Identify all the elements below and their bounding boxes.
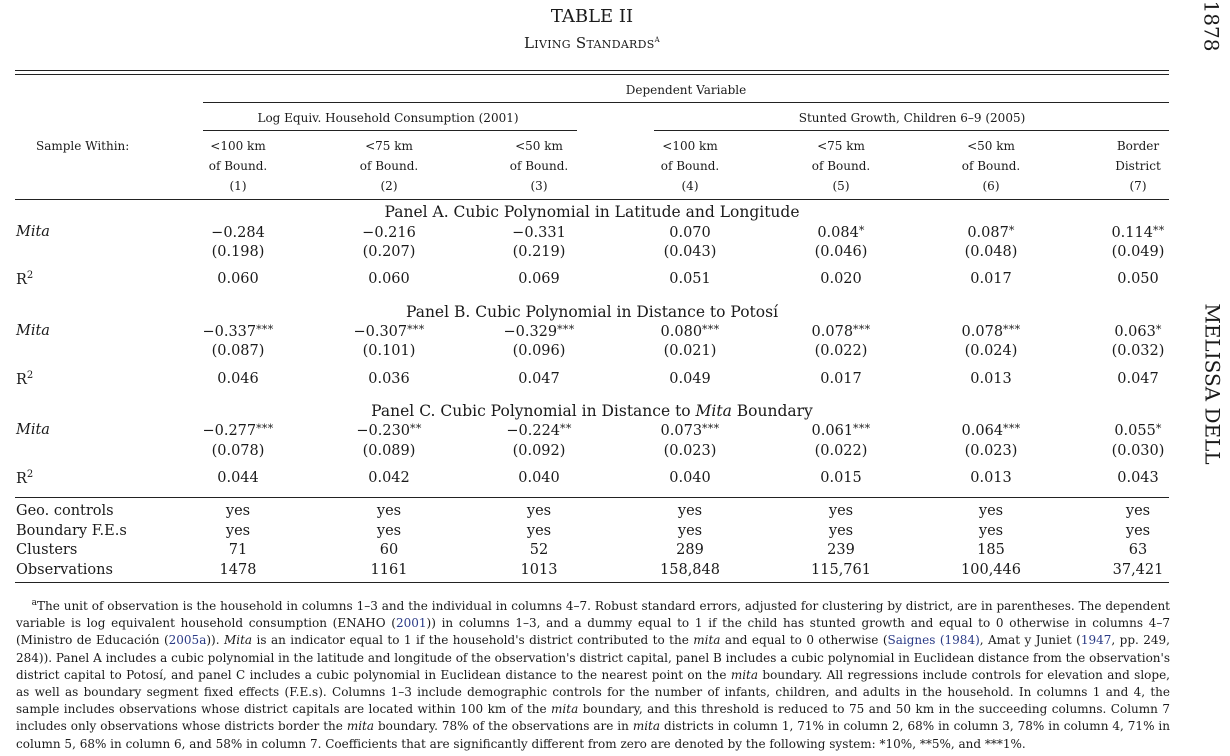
boundary-fes-col-3: yes bbox=[526, 523, 552, 539]
boundary-fes-col-2: yes bbox=[376, 523, 402, 539]
geo-controls-col-5: yes bbox=[828, 503, 854, 519]
panel-c-coef-value-5: 0.061 bbox=[811, 423, 854, 439]
panel-b-coef-value-4: 0.080 bbox=[660, 324, 703, 340]
panel-a-r2-1: 0.060 bbox=[217, 271, 259, 287]
col-header-2-line2: of Bound. bbox=[359, 159, 419, 173]
geo-controls-col-2: yes bbox=[376, 503, 402, 519]
geo-controls-col-7: yes bbox=[1125, 503, 1151, 519]
geo-controls-col-4: yes bbox=[677, 503, 703, 519]
boundary-fes-col-4: yes bbox=[677, 523, 703, 539]
table-subtitle-text: Living Standards bbox=[524, 34, 655, 52]
col-header-1-line1: <100 km bbox=[210, 139, 266, 153]
boundary-fes-col-6: yes bbox=[978, 523, 1004, 539]
footnote-ref-amat[interactable]: 1947 bbox=[1080, 633, 1112, 648]
table-bottom-rule bbox=[15, 582, 1169, 583]
boundary-fes-col-5: yes bbox=[828, 523, 854, 539]
panel-a-coef-value-6: 0.087 bbox=[967, 225, 1009, 241]
panel-a-se-5: (0.046) bbox=[814, 244, 868, 260]
footnote-text-11: districts in column 1, 71% in column 2, 68% in column 3, 78% in column 4, 71% in column 5, 68% in column 6, and 58% in column 7. Coefficients that are significantly different from zero are denoted by the following system: *10%, **5%, and ***1%. bbox=[16, 719, 1171, 751]
footnote-text-4: is an indicator equal to 1 if the household's district contributed to the bbox=[252, 633, 694, 648]
top-rule-1 bbox=[15, 70, 1169, 71]
observations-col-5: 115,761 bbox=[811, 562, 871, 578]
panel-c-title-suffix: Boundary bbox=[731, 402, 813, 420]
geo-controls-label: Geo. controls bbox=[16, 503, 114, 519]
panel-b-coef-5 bbox=[812, 323, 871, 340]
panel-a-coef-value-5: 0.084 bbox=[817, 225, 859, 241]
clusters-col-4: 289 bbox=[676, 542, 704, 558]
col-header-5-num: (5) bbox=[832, 179, 850, 193]
panel-c-se-6: (0.023) bbox=[964, 443, 1018, 459]
panel-c-se-5: (0.022) bbox=[814, 443, 868, 459]
panel-a-coef-stars-6: * bbox=[1008, 224, 1015, 237]
panel-b-se-2: (0.101) bbox=[362, 343, 416, 359]
panel-b-r2-5: 0.017 bbox=[820, 371, 862, 387]
observations-col-3: 1013 bbox=[520, 562, 558, 578]
panel-a-se-6: (0.048) bbox=[964, 244, 1018, 260]
panel-a-coef-7 bbox=[1111, 224, 1164, 241]
col-header-7-line2: District bbox=[1115, 159, 1161, 173]
clusters-label: Clusters bbox=[16, 542, 78, 558]
col-header-3-line1: <50 km bbox=[515, 139, 563, 153]
panel-c-coef-value-6: 0.064 bbox=[961, 423, 1004, 439]
dependent-variable-label: Dependent Variable bbox=[625, 83, 747, 97]
panel-b-se-4: (0.021) bbox=[663, 343, 717, 359]
col-header-1-num: (1) bbox=[229, 179, 247, 193]
panel-c-coef-5 bbox=[812, 422, 871, 439]
boundary-fes-label: Boundary F.E.s bbox=[16, 523, 127, 539]
col-header-3-num: (3) bbox=[530, 179, 548, 193]
bottom-rows-rule bbox=[15, 497, 1169, 498]
panel-a-r2-4: 0.051 bbox=[669, 271, 711, 287]
panel-b-se-5: (0.022) bbox=[814, 343, 868, 359]
panel-b-title: Panel B. Cubic Polynomial in Distance to Potosí bbox=[405, 303, 779, 321]
panel-b-coef-value-5: 0.078 bbox=[811, 324, 854, 340]
dependent-variable-rule bbox=[203, 102, 1169, 103]
col-header-5-line2: of Bound. bbox=[811, 159, 871, 173]
panel-a-r2-7: 0.050 bbox=[1117, 271, 1159, 287]
table-title: TABLE II bbox=[550, 6, 634, 27]
boundary-fes-col-1: yes bbox=[225, 523, 251, 539]
panel-c-coef-value-2: −0.230 bbox=[356, 423, 411, 439]
footnote-mark: a bbox=[31, 598, 37, 608]
panel-c-r2-2: 0.042 bbox=[368, 470, 410, 486]
header-bottom-rule bbox=[15, 199, 1169, 200]
table-footnote bbox=[16, 595, 1170, 753]
col-header-2-line1: <75 km bbox=[365, 139, 413, 153]
panel-a-se-2: (0.207) bbox=[362, 244, 416, 260]
panel-c-se-3: (0.092) bbox=[512, 443, 566, 459]
observations-col-4: 158,848 bbox=[660, 562, 720, 578]
footnote-italic-3: mita bbox=[730, 667, 759, 682]
running-head: MELISSA DELL bbox=[1200, 303, 1225, 465]
panel-b-coef-stars-3: *** bbox=[557, 323, 575, 336]
col-header-4-line2: of Bound. bbox=[660, 159, 720, 173]
panel-b-coef-value-3: −0.329 bbox=[503, 324, 558, 340]
panel-a-se-3: (0.219) bbox=[512, 244, 566, 260]
panel-a-mita-label: Mita bbox=[16, 224, 50, 240]
clusters-col-7: 63 bbox=[1128, 542, 1148, 558]
panel-a-coef-value-7: 0.114 bbox=[1111, 225, 1153, 241]
panel-c-title bbox=[371, 402, 813, 420]
panel-a-coef-5 bbox=[817, 224, 864, 241]
footnote-text-7: , pp. 249, 284)). Panel A includes a cubic polynomial in the latitude and longitude of the observation's district capital, panel B includes a cubic polynomial in Euclidean distance from the observation's district capital to Potosí, and panel C includes a cubic polynomial in Euclidean distance to the nearest point on the bbox=[16, 633, 1170, 682]
panel-b-coef-stars-1: *** bbox=[256, 323, 274, 336]
table-subtitle bbox=[524, 34, 660, 52]
clusters-col-2: 60 bbox=[379, 542, 399, 558]
panel-c-title-prefix: Panel C. Cubic Polynomial in Distance to bbox=[371, 402, 696, 420]
panel-a-coef-stars-5: * bbox=[858, 224, 865, 237]
panel-c-coef-value-4: 0.073 bbox=[660, 423, 703, 439]
panel-c-mita-label: Mita bbox=[16, 422, 50, 438]
panel-c-r2-4: 0.040 bbox=[669, 470, 711, 486]
footnote-text-8: boundary. All regressions include controls for elevation and slope, as well as boundary segment fixed effects (F.E.s). Columns 1–3 include demographic controls for the number of infants, children, and adults in the household. In columns 1 and 4, the sample includes observations whose district capitals are located within 100 km of the bbox=[16, 667, 1170, 717]
footnote-ref-saignes[interactable]: Saignes (1984) bbox=[887, 633, 980, 648]
panel-b-coef-stars-7: * bbox=[1155, 323, 1162, 336]
panel-c-coef-1 bbox=[202, 422, 273, 439]
panel-c-r2-label bbox=[16, 469, 33, 487]
table-subtitle-note-mark: a bbox=[654, 34, 660, 45]
observations-col-1: 1478 bbox=[219, 562, 257, 578]
panel-a-se-7: (0.049) bbox=[1111, 244, 1165, 260]
panel-a-r2-label-sup: 2 bbox=[26, 270, 34, 281]
panel-b-coef-stars-6: *** bbox=[1003, 323, 1021, 336]
panel-a-coef-value-1: −0.284 bbox=[211, 225, 265, 241]
col-header-7-line1: Border bbox=[1116, 139, 1160, 153]
panel-b-se-1: (0.087) bbox=[211, 343, 265, 359]
geo-controls-col-6: yes bbox=[978, 503, 1004, 519]
panel-a-r2-2: 0.060 bbox=[368, 271, 410, 287]
panel-a-coef-value-3: −0.331 bbox=[512, 225, 566, 241]
panel-b-se-6: (0.024) bbox=[964, 343, 1018, 359]
footnote-text-10: boundary. 78% of the observations are in bbox=[374, 719, 633, 734]
panel-b-r2-label bbox=[16, 370, 33, 388]
footnote-italic-1: Mita bbox=[223, 633, 253, 648]
panel-a-r2-3: 0.069 bbox=[518, 271, 560, 287]
panel-c-coef-stars-4: *** bbox=[702, 422, 720, 435]
panel-b-mita-label: Mita bbox=[16, 323, 50, 339]
observations-col-7: 37,421 bbox=[1112, 562, 1164, 578]
panel-a-title: Panel A. Cubic Polynomial in Latitude and Longitude bbox=[384, 203, 800, 221]
clusters-col-6: 185 bbox=[977, 542, 1005, 558]
geo-controls-col-1: yes bbox=[225, 503, 251, 519]
panel-c-coef-4 bbox=[661, 422, 720, 439]
panel-b-coef-value-7: 0.063 bbox=[1114, 324, 1156, 340]
col-header-6-num: (6) bbox=[982, 179, 1000, 193]
panel-b-coef-2 bbox=[353, 323, 424, 340]
footnote-italic-5: mita bbox=[346, 719, 375, 734]
clusters-col-5: 239 bbox=[827, 542, 855, 558]
footnote-ref-enaho[interactable]: 2001 bbox=[395, 616, 427, 631]
sample-within-label: Sample Within: bbox=[36, 139, 130, 153]
col-header-7-num: (7) bbox=[1129, 179, 1147, 193]
panel-b-r2-label-sup: 2 bbox=[26, 370, 34, 381]
panel-b-coef-4 bbox=[661, 323, 720, 340]
panel-a-r2-label bbox=[16, 270, 33, 288]
footnote-text-2: )) in columns 1–3, and a dummy equal to 1 if the child has stunted growth and equal to 0 otherwise in columns 4–7 (Ministro de Educación ( bbox=[16, 616, 1170, 648]
panel-b-se-3: (0.096) bbox=[512, 343, 566, 359]
panel-c-coef-stars-1: *** bbox=[256, 422, 274, 435]
col-header-1-line2: of Bound. bbox=[208, 159, 268, 173]
footnote-italic-6: mita bbox=[632, 719, 661, 734]
panel-c-coef-stars-2: ** bbox=[410, 422, 422, 435]
panel-b-r2-7: 0.047 bbox=[1117, 371, 1159, 387]
panel-a-se-4: (0.043) bbox=[663, 244, 717, 260]
col-header-5-line1: <75 km bbox=[817, 139, 865, 153]
panel-a-se-1: (0.198) bbox=[211, 244, 265, 260]
clusters-col-1: 71 bbox=[228, 542, 248, 558]
group-label-consumption: Log Equiv. Household Consumption (2001) bbox=[257, 111, 519, 125]
panel-b-r2-1: 0.046 bbox=[217, 371, 259, 387]
panel-a-r2-label-text: R bbox=[16, 271, 27, 288]
geo-controls-col-3: yes bbox=[526, 503, 552, 519]
panel-c-coef-value-3: −0.224 bbox=[506, 423, 561, 439]
observations-col-6: 100,446 bbox=[961, 562, 1021, 578]
panel-b-coef-value-2: −0.307 bbox=[353, 324, 408, 340]
panel-b-r2-6: 0.013 bbox=[970, 371, 1012, 387]
observations-col-2: 1161 bbox=[370, 562, 408, 578]
panel-c-coef-7 bbox=[1114, 422, 1161, 439]
panel-b-coef-6 bbox=[962, 323, 1021, 340]
panel-c-coef-2 bbox=[356, 422, 421, 439]
col-header-6-line1: <50 km bbox=[967, 139, 1015, 153]
panel-c-r2-6: 0.013 bbox=[970, 470, 1012, 486]
panel-c-r2-3: 0.040 bbox=[518, 470, 560, 486]
col-header-6-line2: of Bound. bbox=[961, 159, 1021, 173]
panel-a-coef-2 bbox=[362, 224, 416, 241]
col-header-4-line1: <100 km bbox=[662, 139, 718, 153]
panel-a-coef-6 bbox=[967, 224, 1014, 241]
panel-b-coef-stars-5: *** bbox=[853, 323, 871, 336]
panel-c-coef-stars-7: * bbox=[1155, 422, 1162, 435]
footnote-ref-ministro[interactable]: 2005a bbox=[168, 633, 207, 648]
panel-a-coef-4 bbox=[669, 224, 711, 241]
panel-c-r2-5: 0.015 bbox=[820, 470, 862, 486]
panel-b-coef-7 bbox=[1114, 323, 1161, 340]
panel-a-coef-3 bbox=[512, 224, 566, 241]
footnote-italic-4: mita bbox=[551, 702, 579, 717]
panel-b-r2-label-text: R bbox=[16, 371, 27, 388]
panel-c-r2-1: 0.044 bbox=[217, 470, 259, 486]
top-rule-2 bbox=[15, 74, 1169, 75]
group-rule-stunted bbox=[654, 130, 1169, 131]
panel-c-r2-7: 0.043 bbox=[1117, 470, 1159, 486]
panel-a-coef-1 bbox=[211, 224, 265, 241]
panel-c-r2-label-text: R bbox=[16, 470, 27, 487]
col-header-2-num: (2) bbox=[380, 179, 398, 193]
panel-a-coef-value-2: −0.216 bbox=[362, 225, 416, 241]
clusters-col-3: 52 bbox=[529, 542, 549, 558]
col-header-3-line2: of Bound. bbox=[509, 159, 569, 173]
panel-b-coef-1 bbox=[202, 323, 273, 340]
panel-c-coef-value-1: −0.277 bbox=[202, 423, 257, 439]
panel-b-r2-3: 0.047 bbox=[518, 371, 560, 387]
panel-a-coef-value-4: 0.070 bbox=[669, 225, 711, 241]
col-header-4-num: (4) bbox=[681, 179, 699, 193]
observations-label: Observations bbox=[16, 562, 113, 578]
footnote-text-3: )). bbox=[206, 633, 224, 648]
group-label-stunted: Stunted Growth, Children 6–9 (2005) bbox=[798, 111, 1026, 125]
panel-b-r2-4: 0.049 bbox=[669, 371, 711, 387]
panel-c-r2-label-sup: 2 bbox=[26, 469, 34, 480]
panel-c-title-italic: Mita bbox=[695, 402, 732, 420]
panel-b-coef-value-1: −0.337 bbox=[202, 324, 257, 340]
panel-b-coef-stars-2: *** bbox=[407, 323, 425, 336]
panel-b-r2-2: 0.036 bbox=[368, 371, 410, 387]
panel-c-coef-stars-3: ** bbox=[560, 422, 572, 435]
footnote-italic-2: mita bbox=[693, 633, 721, 648]
panel-c-coef-value-7: 0.055 bbox=[1114, 423, 1156, 439]
footnote-text-6: , Amat y Juniet ( bbox=[979, 633, 1081, 648]
boundary-fes-col-7: yes bbox=[1125, 523, 1151, 539]
group-rule-consumption bbox=[203, 130, 577, 131]
panel-a-coef-stars-7: ** bbox=[1152, 224, 1165, 237]
panel-c-se-4: (0.023) bbox=[663, 443, 717, 459]
panel-c-coef-stars-6: *** bbox=[1003, 422, 1021, 435]
footnote-text-5: and equal to 0 otherwise ( bbox=[720, 633, 888, 648]
panel-c-se-1: (0.078) bbox=[211, 443, 265, 459]
panel-c-se-7: (0.030) bbox=[1111, 443, 1165, 459]
page-number: 1878 bbox=[1199, 0, 1224, 52]
panel-b-coef-value-6: 0.078 bbox=[961, 324, 1004, 340]
panel-c-se-2: (0.089) bbox=[362, 443, 416, 459]
footnote-text-1: The unit of observation is the household in columns 1–3 and the individual in columns 4–7. Robust standard errors, adjusted for clustering by district, are in parentheses. The dependent variable is log equivalent household consumption (ENAHO ( bbox=[16, 599, 1170, 631]
panel-b-coef-stars-4: *** bbox=[702, 323, 720, 336]
panel-c-coef-6 bbox=[962, 422, 1021, 439]
panel-a-r2-5: 0.020 bbox=[820, 271, 862, 287]
panel-a-r2-6: 0.017 bbox=[970, 271, 1012, 287]
panel-c-coef-3 bbox=[506, 422, 571, 439]
panel-b-se-7: (0.032) bbox=[1111, 343, 1165, 359]
footnote-text-9: boundary, and this threshold is reduced to 75 and 50 km in the succeeding columns. Column 7 includes only observations whose districts border the bbox=[16, 702, 1170, 734]
panel-b-coef-3 bbox=[503, 323, 574, 340]
panel-c-coef-stars-5: *** bbox=[853, 422, 871, 435]
